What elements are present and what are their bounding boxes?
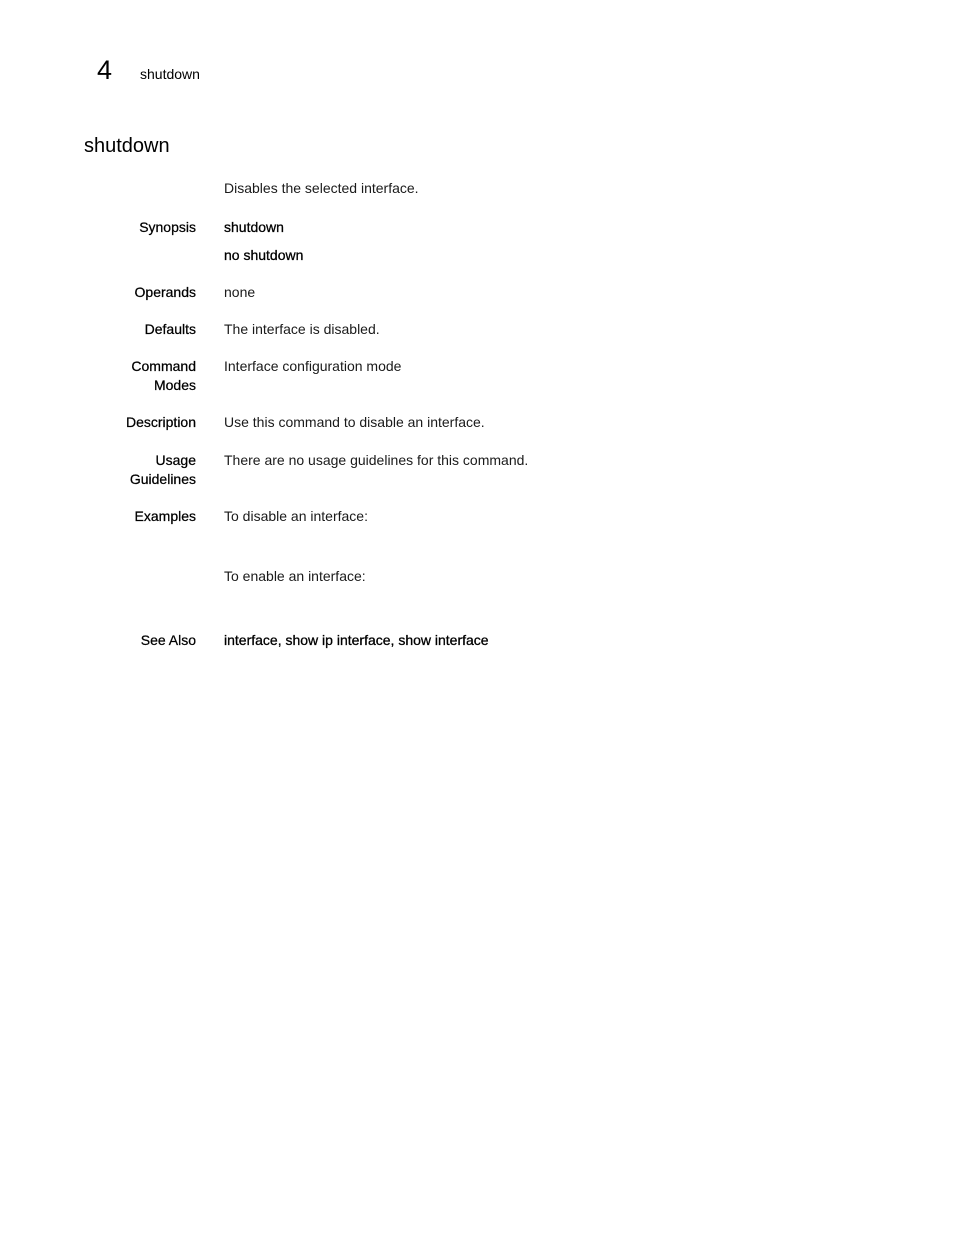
see-also-link-show-ip-interface[interactable]: show ip interface bbox=[285, 632, 391, 648]
examples-label: Examples bbox=[134, 508, 196, 524]
operands-label: Operands bbox=[134, 284, 196, 300]
synopsis-command: shutdown bbox=[224, 219, 284, 235]
usage-guidelines-label-line: Usage bbox=[155, 452, 196, 468]
see-also-separator: , bbox=[390, 632, 399, 648]
synopsis-label: Synopsis bbox=[139, 219, 196, 235]
synopsis-content bbox=[224, 218, 864, 265]
page-title: shutdown bbox=[84, 135, 170, 157]
chapter-number: 4 bbox=[97, 55, 113, 85]
see-also-separator: , bbox=[277, 632, 286, 648]
example-text: To disable an interface: bbox=[224, 508, 368, 524]
summary-text: Disables the selected interface. bbox=[224, 180, 419, 196]
command-modes-label bbox=[96, 357, 196, 395]
running-title: shutdown bbox=[140, 66, 200, 82]
defaults-label: Defaults bbox=[144, 321, 196, 337]
operands-value: none bbox=[224, 284, 256, 300]
see-also-link-interface[interactable]: interface bbox=[224, 632, 278, 648]
page-header bbox=[97, 55, 200, 85]
examples-content bbox=[224, 507, 864, 586]
see-also-link-show-interface[interactable]: show interface bbox=[398, 632, 489, 648]
usage-guidelines-label-line: Guidelines bbox=[129, 471, 196, 487]
see-also-label: See Also bbox=[140, 632, 196, 648]
command-modes-value: Interface configuration mode bbox=[224, 358, 402, 374]
defaults-value: The interface is disabled. bbox=[224, 321, 380, 337]
usage-guidelines-value: There are no usage guidelines for this command. bbox=[224, 452, 529, 468]
description-label: Description bbox=[125, 414, 196, 430]
command-modes-label-line: Command bbox=[131, 358, 196, 374]
usage-guidelines-label bbox=[96, 451, 196, 489]
synopsis-command: no shutdown bbox=[224, 247, 304, 263]
see-also-links bbox=[224, 631, 864, 650]
description-value: Use this command to disable an interface. bbox=[224, 414, 485, 430]
example-text: To enable an interface: bbox=[224, 568, 366, 584]
command-modes-label-line: Modes bbox=[153, 377, 196, 393]
